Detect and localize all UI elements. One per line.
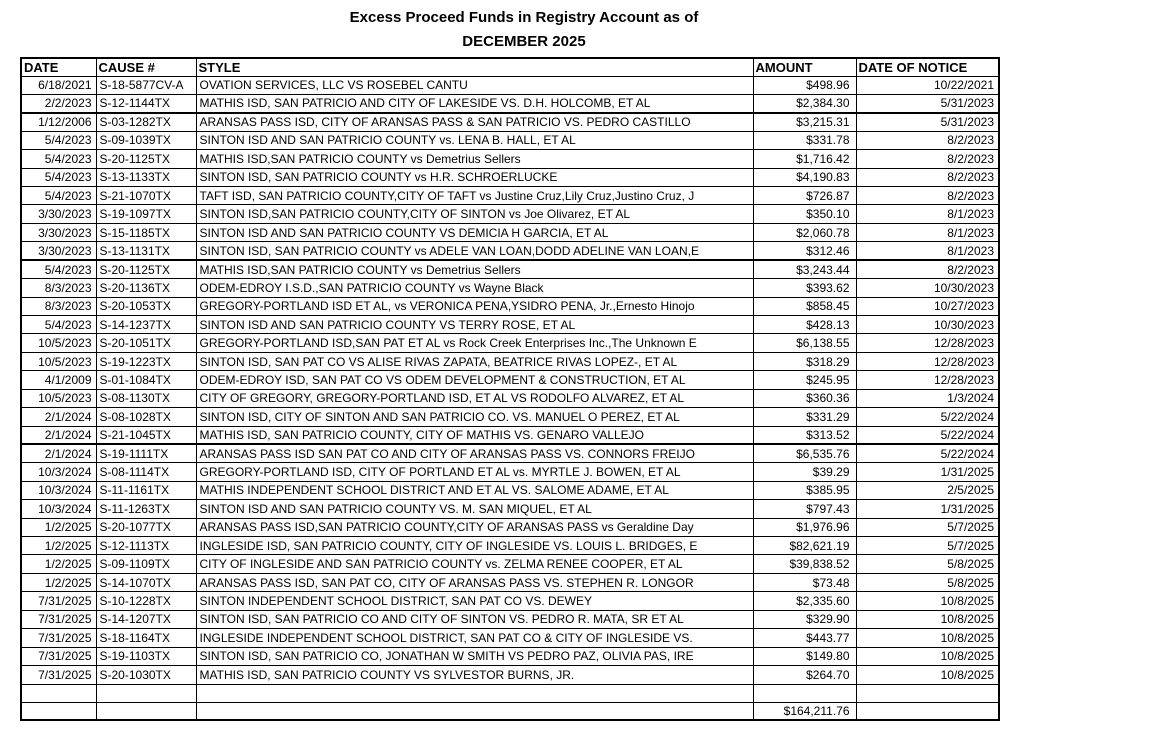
table-row	[21, 518, 999, 536]
cell-amount: $428.13	[753, 315, 856, 333]
cell-notice: 5/22/2024	[856, 426, 999, 444]
cell-style: SINTON ISD, CITY OF SINTON AND SAN PATRICIO CO. VS. MANUEL O PEREZ, ET AL	[196, 408, 753, 426]
cell-notice: 10/8/2025	[856, 610, 999, 628]
table-row	[21, 223, 999, 241]
cell-amount: $6,138.55	[753, 334, 856, 352]
cell-amount: $1,976.96	[753, 518, 856, 536]
cell-style: MATHIS ISD, SAN PATRICIO COUNTY, CITY OF MATHIS VS. GENARO VALLEJO	[196, 426, 753, 444]
cell-date: 10/3/2024	[21, 500, 96, 518]
cell-notice: 10/8/2025	[856, 629, 999, 647]
cell-style: MATHIS ISD, SAN PATRICIO AND CITY OF LAKESIDE VS. D.H. HOLCOMB, ET AL	[196, 94, 753, 112]
cell-cause: S-08-1114TX	[96, 463, 196, 481]
cell-amount: $313.52	[753, 426, 856, 444]
total-cell-date	[21, 702, 96, 720]
cell-date: 7/31/2025	[21, 610, 96, 628]
table-row	[21, 334, 999, 352]
cell-amount: $82,621.19	[753, 537, 856, 555]
table-row	[21, 573, 999, 591]
cell-notice: 2/5/2025	[856, 481, 999, 499]
cell-cause: S-20-1125TX	[96, 260, 196, 278]
cell-amount: $331.29	[753, 408, 856, 426]
cell-cause: S-10-1228TX	[96, 592, 196, 610]
cell-date: 3/30/2023	[21, 242, 96, 260]
cell-amount: $2,384.30	[753, 94, 856, 112]
total-cell-cause	[96, 702, 196, 720]
col-header-style: STYLE	[196, 58, 753, 76]
cell-date: 8/3/2023	[21, 279, 96, 297]
cell-notice: 10/30/2023	[856, 279, 999, 297]
cell-cause: S-14-1237TX	[96, 315, 196, 333]
cell-style: GREGORY-PORTLAND ISD, CITY OF PORTLAND ET AL vs. MYRTLE J. BOWEN, ET AL	[196, 463, 753, 481]
cell-notice: 1/31/2025	[856, 463, 999, 481]
table-row	[21, 389, 999, 407]
cell-date: 6/18/2021	[21, 76, 96, 94]
cell-date: 5/4/2023	[21, 150, 96, 168]
cell-cause: S-18-1164TX	[96, 629, 196, 647]
cell-amount: $3,215.31	[753, 113, 856, 131]
cell-date: 10/5/2023	[21, 389, 96, 407]
table-row	[21, 94, 999, 112]
cell-amount: $245.95	[753, 371, 856, 389]
cell-date: 2/1/2024	[21, 426, 96, 444]
cell-date: 2/2/2023	[21, 94, 96, 112]
cell-notice: 8/2/2023	[856, 168, 999, 186]
table-row	[21, 242, 999, 260]
cell-amount: $2,060.78	[753, 223, 856, 241]
cell-amount: $385.95	[753, 481, 856, 499]
cell-cause: S-20-1136TX	[96, 279, 196, 297]
cell-date: 5/4/2023	[21, 168, 96, 186]
cell-amount: $393.62	[753, 279, 856, 297]
table-row	[21, 371, 999, 389]
cell-style: SINTON ISD AND SAN PATRICIO COUNTY VS TERRY ROSE, ET AL	[196, 315, 753, 333]
table-row	[21, 426, 999, 444]
spacer-cell-amount	[753, 684, 856, 702]
table-header	[21, 58, 999, 76]
cell-amount: $39.29	[753, 463, 856, 481]
cell-notice: 10/8/2025	[856, 666, 999, 685]
col-header-date: DATE	[21, 58, 96, 76]
col-header-amount: AMOUNT	[753, 58, 856, 76]
cell-style: ARANSAS PASS ISD, SAN PAT CO, CITY OF ARANSAS PASS VS. STEPHEN R. LONGOR	[196, 573, 753, 591]
cell-amount: $329.90	[753, 610, 856, 628]
cell-style: SINTON ISD, SAN PATRICIO COUNTY vs H.R. SCHROERLUCKE	[196, 168, 753, 186]
document-title-line2: DECEMBER 2025	[462, 33, 586, 50]
cell-date: 5/4/2023	[21, 131, 96, 149]
cell-date: 8/3/2023	[21, 297, 96, 315]
cell-cause: S-12-1113TX	[96, 537, 196, 555]
cell-notice: 1/31/2025	[856, 500, 999, 518]
cell-style: GREGORY-PORTLAND ISD,SAN PAT ET AL vs Rock Creek Enterprises Inc.,The Unknown E	[196, 334, 753, 352]
cell-notice: 5/31/2023	[856, 113, 999, 131]
cell-style: SINTON ISD,SAN PATRICIO COUNTY,CITY OF SINTON vs Joe Olivarez, ET AL	[196, 205, 753, 223]
cell-date: 5/4/2023	[21, 187, 96, 205]
cell-cause: S-19-1223TX	[96, 352, 196, 370]
cell-date: 7/31/2025	[21, 666, 96, 685]
table-body	[21, 76, 999, 684]
cell-cause: S-20-1030TX	[96, 666, 196, 685]
cell-amount: $360.36	[753, 389, 856, 407]
registry-funds-table	[20, 57, 1000, 721]
cell-style: TAFT ISD, SAN PATRICIO COUNTY,CITY OF TAFT vs Justine Cruz,Lily Cruz,Justino Cruz, J	[196, 187, 753, 205]
cell-cause: S-21-1070TX	[96, 187, 196, 205]
cell-notice: 5/8/2025	[856, 573, 999, 591]
cell-style: MATHIS INDEPENDENT SCHOOL DISTRICT AND ET AL VS. SALOME ADAME, ET AL	[196, 481, 753, 499]
cell-cause: S-11-1263TX	[96, 500, 196, 518]
cell-amount: $2,335.60	[753, 592, 856, 610]
table-row	[21, 187, 999, 205]
cell-amount: $39,838.52	[753, 555, 856, 573]
cell-notice: 10/8/2025	[856, 647, 999, 665]
cell-cause: S-09-1109TX	[96, 555, 196, 573]
total-row	[21, 702, 999, 720]
cell-date: 10/5/2023	[21, 334, 96, 352]
cell-cause: S-14-1207TX	[96, 610, 196, 628]
cell-notice: 8/2/2023	[856, 187, 999, 205]
document-title	[0, 6, 1048, 54]
table-row	[21, 113, 999, 131]
cell-style: MATHIS ISD,SAN PATRICIO COUNTY vs Demetrius Sellers	[196, 260, 753, 278]
cell-date: 1/2/2025	[21, 537, 96, 555]
cell-cause: S-20-1051TX	[96, 334, 196, 352]
cell-amount: $318.29	[753, 352, 856, 370]
cell-style: SINTON ISD AND SAN PATRICIO COUNTY VS DEMICIA H GARCIA, ET AL	[196, 223, 753, 241]
cell-cause: S-13-1131TX	[96, 242, 196, 260]
cell-style: MATHIS ISD, SAN PATRICIO COUNTY VS SYLVESTOR BURNS, JR.	[196, 666, 753, 685]
cell-notice: 12/28/2023	[856, 334, 999, 352]
cell-cause: S-15-1185TX	[96, 223, 196, 241]
cell-notice: 5/7/2025	[856, 537, 999, 555]
total-cell-notice	[856, 702, 999, 720]
table-row	[21, 537, 999, 555]
table-row	[21, 481, 999, 499]
cell-amount: $858.45	[753, 297, 856, 315]
cell-date: 7/31/2025	[21, 647, 96, 665]
cell-amount: $264.70	[753, 666, 856, 685]
cell-cause: S-09-1039TX	[96, 131, 196, 149]
header-row	[21, 58, 999, 76]
cell-date: 7/31/2025	[21, 629, 96, 647]
cell-date: 1/12/2006	[21, 113, 96, 131]
cell-notice: 5/8/2025	[856, 555, 999, 573]
table-row	[21, 352, 999, 370]
cell-date: 4/1/2009	[21, 371, 96, 389]
cell-amount: $498.96	[753, 76, 856, 94]
table-row	[21, 260, 999, 278]
table-row	[21, 168, 999, 186]
cell-style: MATHIS ISD,SAN PATRICIO COUNTY vs Demetrius Sellers	[196, 150, 753, 168]
cell-style: ARANSAS PASS ISD, CITY OF ARANSAS PASS & SAN PATRICIO VS. PEDRO CASTILLO	[196, 113, 753, 131]
cell-notice: 10/22/2021	[856, 76, 999, 94]
cell-notice: 5/31/2023	[856, 94, 999, 112]
cell-date: 5/4/2023	[21, 260, 96, 278]
spacer-cell-cause	[96, 684, 196, 702]
cell-date: 10/3/2024	[21, 463, 96, 481]
table-row	[21, 500, 999, 518]
spacer-cell-notice	[856, 684, 999, 702]
table-row	[21, 315, 999, 333]
cell-date: 1/2/2025	[21, 573, 96, 591]
cell-cause: S-13-1133TX	[96, 168, 196, 186]
table-row	[21, 76, 999, 94]
col-header-cause: CAUSE #	[96, 58, 196, 76]
cell-amount: $149.80	[753, 647, 856, 665]
cell-cause: S-19-1103TX	[96, 647, 196, 665]
table-row	[21, 150, 999, 168]
cell-notice: 5/7/2025	[856, 518, 999, 536]
cell-style: OVATION SERVICES, LLC VS ROSEBEL CANTU	[196, 76, 753, 94]
document-title-line1: Excess Proceed Funds in Registry Account as of	[349, 9, 699, 26]
cell-style: CITY OF INGLESIDE AND SAN PATRICIO COUNTY vs. ZELMA RENEE COOPER, ET AL	[196, 555, 753, 573]
cell-cause: S-19-1111TX	[96, 444, 196, 462]
cell-date: 1/2/2025	[21, 518, 96, 536]
cell-cause: S-21-1045TX	[96, 426, 196, 444]
cell-notice: 12/28/2023	[856, 352, 999, 370]
cell-notice: 8/2/2023	[856, 150, 999, 168]
table-row	[21, 592, 999, 610]
cell-date: 10/3/2024	[21, 481, 96, 499]
table-row	[21, 555, 999, 573]
table-row	[21, 131, 999, 149]
cell-cause: S-08-1028TX	[96, 408, 196, 426]
cell-notice: 10/30/2023	[856, 315, 999, 333]
cell-notice: 8/1/2023	[856, 205, 999, 223]
cell-notice: 8/1/2023	[856, 242, 999, 260]
cell-notice: 8/2/2023	[856, 131, 999, 149]
cell-cause: S-20-1125TX	[96, 150, 196, 168]
cell-date: 2/1/2024	[21, 408, 96, 426]
cell-cause: S-11-1161TX	[96, 481, 196, 499]
cell-style: CITY OF GREGORY, GREGORY-PORTLAND ISD, ET AL VS RODOLFO ALVAREZ, ET AL	[196, 389, 753, 407]
cell-style: INGLESIDE ISD, SAN PATRICIO COUNTY, CITY OF INGLESIDE VS. LOUIS L. BRIDGES, E	[196, 537, 753, 555]
cell-notice: 5/22/2024	[856, 408, 999, 426]
cell-date: 10/5/2023	[21, 352, 96, 370]
cell-style: ARANSAS PASS ISD SAN PAT CO AND CITY OF ARANSAS PASS VS. CONNORS FREIJO	[196, 444, 753, 462]
cell-notice: 8/2/2023	[856, 260, 999, 278]
cell-cause: S-01-1084TX	[96, 371, 196, 389]
col-header-notice: DATE OF NOTICE	[856, 58, 999, 76]
cell-style: SINTON ISD, SAN PATRICIO CO, JONATHAN W SMITH VS PEDRO PAZ, OLIVIA PAS, IRE	[196, 647, 753, 665]
cell-cause: S-14-1070TX	[96, 573, 196, 591]
cell-style: SINTON ISD AND SAN PATRICIO COUNTY vs. LENA B. HALL, ET AL	[196, 131, 753, 149]
table-row	[21, 297, 999, 315]
cell-amount: $350.10	[753, 205, 856, 223]
cell-style: SINTON INDEPENDENT SCHOOL DISTRICT, SAN PAT CO VS. DEWEY	[196, 592, 753, 610]
cell-amount: $3,243.44	[753, 260, 856, 278]
table-row	[21, 610, 999, 628]
table-row	[21, 629, 999, 647]
table-row	[21, 279, 999, 297]
cell-cause: S-08-1130TX	[96, 389, 196, 407]
cell-date: 3/30/2023	[21, 223, 96, 241]
table-row	[21, 666, 999, 685]
table-row	[21, 647, 999, 665]
cell-style: SINTON ISD, SAN PATRICIO COUNTY vs ADELE VAN LOAN,DODD ADELINE VAN LOAN,E	[196, 242, 753, 260]
cell-cause: S-19-1097TX	[96, 205, 196, 223]
table-row	[21, 408, 999, 426]
total-amount: $164,211.76	[753, 702, 856, 720]
cell-style: SINTON ISD, SAN PATRICIO CO AND CITY OF SINTON VS. PEDRO R. MATA, SR ET AL	[196, 610, 753, 628]
spacer-cell-date	[21, 684, 96, 702]
cell-style: SINTON ISD, SAN PAT CO VS ALISE RIVAS ZAPATA, BEATRICE RIVAS LOPEZ-, ET AL	[196, 352, 753, 370]
total-cell-style	[196, 702, 753, 720]
cell-amount: $1,716.42	[753, 150, 856, 168]
cell-style: ODEM-EDROY I.S.D.,SAN PATRICIO COUNTY vs Wayne Black	[196, 279, 753, 297]
cell-cause: S-18-5877CV-A	[96, 76, 196, 94]
cell-notice: 10/8/2025	[856, 592, 999, 610]
cell-cause: S-20-1053TX	[96, 297, 196, 315]
cell-amount: $797.43	[753, 500, 856, 518]
cell-notice: 1/3/2024	[856, 389, 999, 407]
table-row	[21, 444, 999, 462]
cell-notice: 8/1/2023	[856, 223, 999, 241]
cell-style: ODEM-EDROY ISD, SAN PAT CO VS ODEM DEVELOPMENT & CONSTRUCTION, ET AL	[196, 371, 753, 389]
cell-date: 1/2/2025	[21, 555, 96, 573]
cell-date: 7/31/2025	[21, 592, 96, 610]
cell-date: 3/30/2023	[21, 205, 96, 223]
cell-amount: $443.77	[753, 629, 856, 647]
cell-cause: S-20-1077TX	[96, 518, 196, 536]
cell-date: 2/1/2024	[21, 444, 96, 462]
cell-amount: $73.48	[753, 573, 856, 591]
table-footer	[21, 684, 999, 720]
cell-amount: $331.78	[753, 131, 856, 149]
cell-cause: S-03-1282TX	[96, 113, 196, 131]
cell-style: INGLESIDE INDEPENDENT SCHOOL DISTRICT, SAN PAT CO & CITY OF INGLESIDE VS.	[196, 629, 753, 647]
spacer-row	[21, 684, 999, 702]
cell-cause: S-12-1144TX	[96, 94, 196, 112]
table-row	[21, 463, 999, 481]
cell-notice: 12/28/2023	[856, 371, 999, 389]
cell-amount: $726.87	[753, 187, 856, 205]
cell-notice: 10/27/2023	[856, 297, 999, 315]
cell-amount: $6,535.76	[753, 444, 856, 462]
spacer-cell-style	[196, 684, 753, 702]
cell-amount: $4,190.83	[753, 168, 856, 186]
table-row	[21, 205, 999, 223]
cell-date: 5/4/2023	[21, 315, 96, 333]
cell-amount: $312.46	[753, 242, 856, 260]
cell-style: SINTON ISD AND SAN PATRICIO COUNTY VS. M. SAN MIQUEL, ET AL	[196, 500, 753, 518]
cell-style: GREGORY-PORTLAND ISD ET AL, vs VERONICA PENA,YSIDRO PENA, Jr.,Ernesto Hinojo	[196, 297, 753, 315]
cell-notice: 5/22/2024	[856, 444, 999, 462]
cell-style: ARANSAS PASS ISD,SAN PATRICIO COUNTY,CITY OF ARANSAS PASS vs Geraldine Day	[196, 518, 753, 536]
